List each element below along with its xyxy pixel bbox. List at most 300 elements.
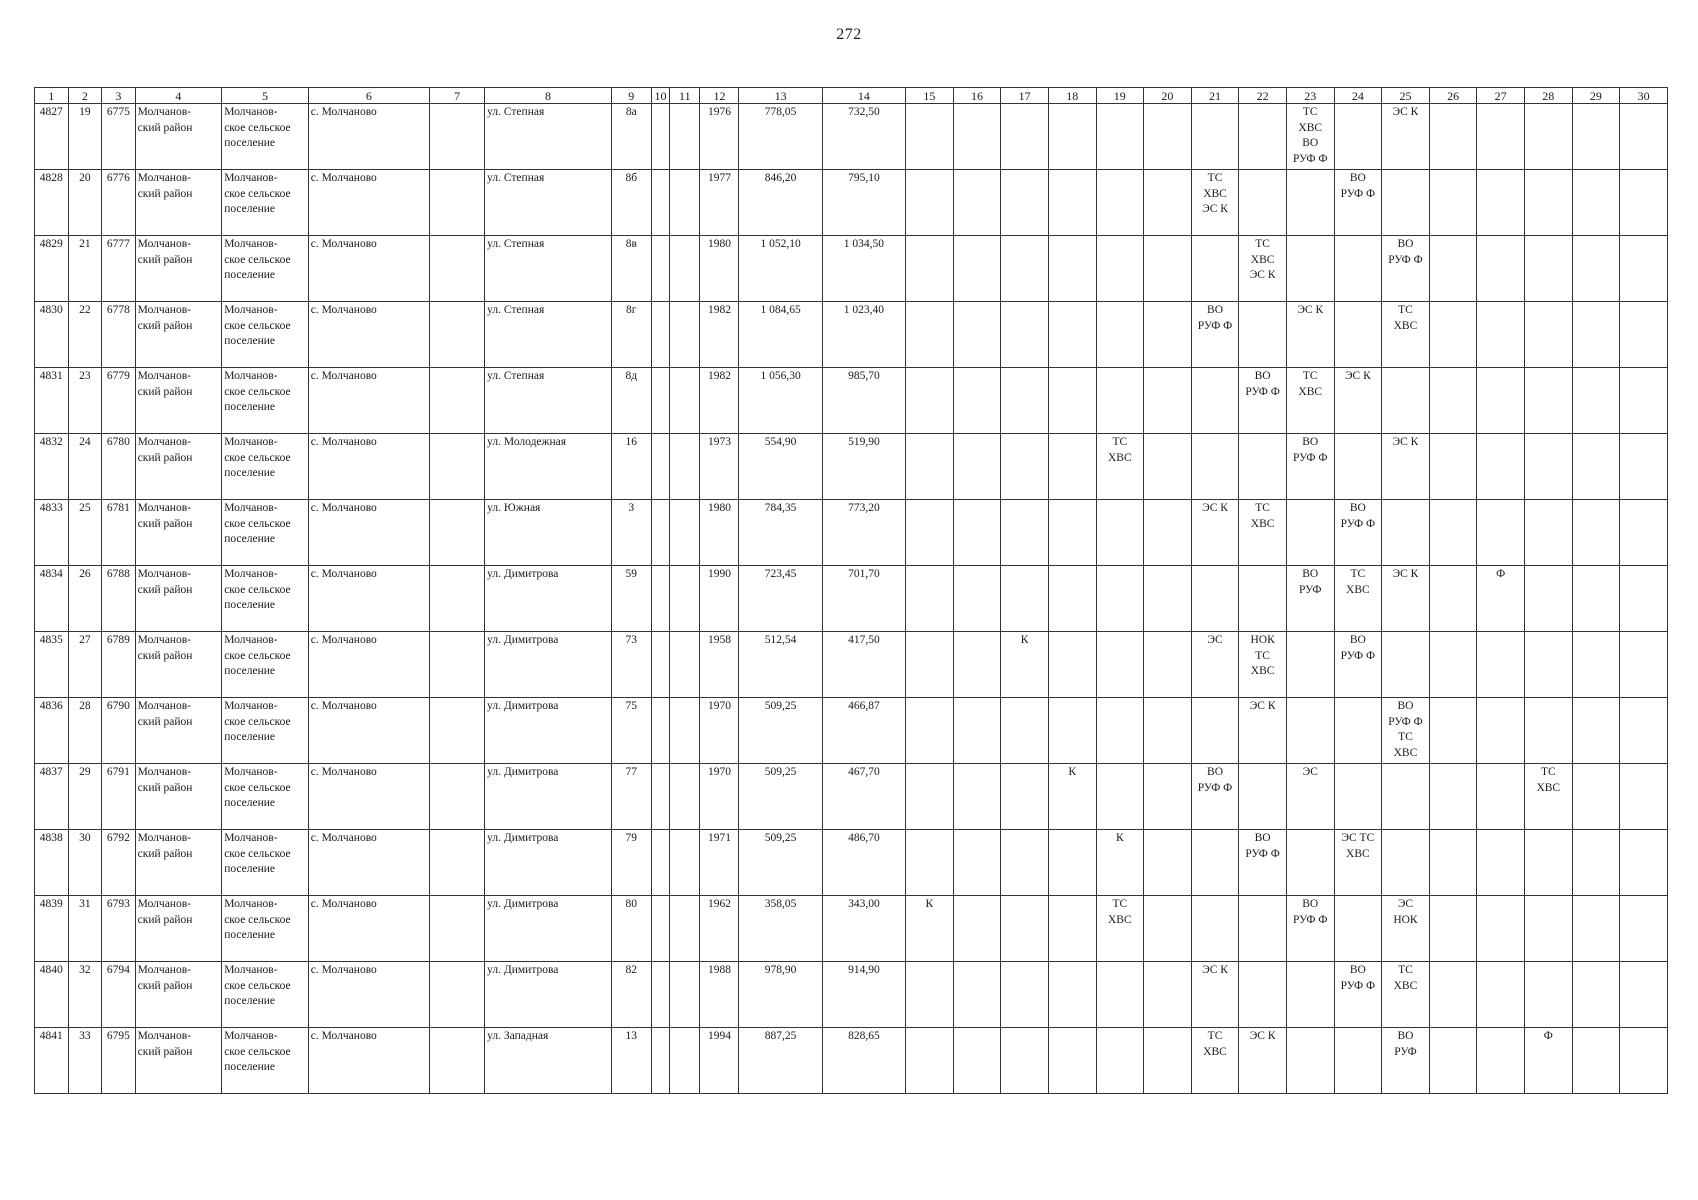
- settlement-cell: Молчанов- ское сельское поселение: [222, 830, 309, 896]
- settlement-cell: Молчанов- ское сельское поселение: [222, 434, 309, 500]
- work-year-cell-16: [953, 764, 1001, 830]
- table-row: [35, 896, 1668, 962]
- column-11-cell: [670, 434, 700, 500]
- locality-cell: с. Молчаново: [308, 302, 429, 368]
- work-year-cell-15: [906, 500, 954, 566]
- work-year-cell-16: [953, 104, 1001, 170]
- work-year-cell-18: [1048, 104, 1096, 170]
- work-type-label: ВО РУФ Ф: [1388, 238, 1423, 266]
- work-year-cell-17: [1001, 236, 1049, 302]
- district-cell: Молчанов- ский район: [135, 764, 222, 830]
- street-cell: ул. Молодежная: [485, 434, 612, 500]
- work-type-label: ТС ХВС: [1536, 766, 1561, 794]
- sequence-number-cell: 28: [68, 698, 102, 764]
- work-year-cell-18: [1048, 632, 1096, 698]
- work-year-cell-21: [1191, 632, 1239, 698]
- column-10-cell: [651, 632, 669, 698]
- work-year-cell-29: [1572, 1028, 1620, 1094]
- column-10-cell: [651, 236, 669, 302]
- sequence-number-cell: 23: [68, 368, 102, 434]
- living-area-cell: 343,00: [822, 896, 905, 962]
- record-number-cell: 4835: [35, 632, 69, 698]
- work-year-cell-20: [1144, 764, 1192, 830]
- district-cell: Молчанов- ский район: [135, 830, 222, 896]
- sequence-number-cell: 31: [68, 896, 102, 962]
- column-header-22: 22: [1239, 88, 1287, 104]
- living-area-cell: 467,70: [822, 764, 905, 830]
- work-year-cell-19: [1096, 170, 1144, 236]
- work-year-cell-16: [953, 434, 1001, 500]
- table-row: [35, 434, 1668, 500]
- work-type-label: ЭС ТС ХВС: [1341, 832, 1375, 860]
- work-type-label: ЭС К: [1249, 700, 1276, 712]
- living-area-cell: 732,50: [822, 104, 905, 170]
- work-type-label: ВО РУФ: [1299, 568, 1322, 596]
- work-year-cell-24: [1334, 962, 1382, 1028]
- work-year-cell-22: [1239, 236, 1287, 302]
- work-year-cell-24: [1334, 632, 1382, 698]
- column-10-cell: [651, 830, 669, 896]
- work-type-label: ЭС К: [1297, 304, 1324, 316]
- work-year-cell-30: [1620, 632, 1668, 698]
- work-year-cell-19: [1096, 962, 1144, 1028]
- sequence-number-cell: 25: [68, 500, 102, 566]
- work-year-cell-16: [953, 830, 1001, 896]
- table-row: [35, 962, 1668, 1028]
- work-year-cell-21: [1191, 236, 1239, 302]
- work-year-cell-28: [1524, 764, 1572, 830]
- work-year-cell-22: [1239, 104, 1287, 170]
- work-year-cell-25: [1382, 236, 1430, 302]
- work-year-cell-26: [1429, 236, 1477, 302]
- column-11-cell: [670, 962, 700, 1028]
- work-type-label: ВО РУФ Ф: [1293, 898, 1328, 926]
- total-area-cell: 554,90: [739, 434, 822, 500]
- column-header-10: 10: [651, 88, 669, 104]
- column-7-cell: [429, 236, 484, 302]
- work-year-cell-22: [1239, 170, 1287, 236]
- work-year-cell-29: [1572, 566, 1620, 632]
- column-header-18: 18: [1048, 88, 1096, 104]
- work-year-cell-21: [1191, 1028, 1239, 1094]
- work-year-cell-15: [906, 764, 954, 830]
- work-year-cell-29: [1572, 500, 1620, 566]
- district-cell: Молчанов- ский район: [135, 566, 222, 632]
- work-year-cell-25: [1382, 764, 1430, 830]
- settlement-cell: Молчанов- ское сельское поселение: [222, 632, 309, 698]
- column-10-cell: [651, 566, 669, 632]
- work-year-cell-25: [1382, 962, 1430, 1028]
- table-row: [35, 566, 1668, 632]
- work-year-cell-22: [1239, 962, 1287, 1028]
- column-header-4: 4: [135, 88, 222, 104]
- work-year-cell-19: [1096, 368, 1144, 434]
- work-year-cell-25: [1382, 368, 1430, 434]
- locality-cell: с. Молчаново: [308, 764, 429, 830]
- work-year-cell-29: [1572, 302, 1620, 368]
- settlement-cell: Молчанов- ское сельское поселение: [222, 962, 309, 1028]
- work-year-cell-19: [1096, 566, 1144, 632]
- object-id-cell: 6793: [102, 896, 136, 962]
- living-area-cell: 773,20: [822, 500, 905, 566]
- work-year-cell-27: [1477, 566, 1525, 632]
- work-year-cell-25: [1382, 896, 1430, 962]
- work-year-cell-22: [1239, 764, 1287, 830]
- living-area-cell: 417,50: [822, 632, 905, 698]
- work-year-cell-18: [1048, 1028, 1096, 1094]
- work-type-label: ВО РУФ Ф ТС ХВС: [1388, 700, 1423, 759]
- living-area-cell: 795,10: [822, 170, 905, 236]
- work-year-cell-25: [1382, 434, 1430, 500]
- record-number-cell: 4831: [35, 368, 69, 434]
- work-year-cell-21: [1191, 566, 1239, 632]
- column-header-20: 20: [1144, 88, 1192, 104]
- work-year-cell-26: [1429, 170, 1477, 236]
- table-row: [35, 170, 1668, 236]
- column-header-27: 27: [1477, 88, 1525, 104]
- work-year-cell-28: [1524, 104, 1572, 170]
- work-year-cell-30: [1620, 500, 1668, 566]
- build-year-cell: 1973: [700, 434, 739, 500]
- locality-cell: с. Молчаново: [308, 500, 429, 566]
- work-type-label: ТС ХВС: [1203, 1030, 1227, 1058]
- work-year-cell-21: [1191, 896, 1239, 962]
- work-year-cell-19: [1096, 698, 1144, 764]
- work-year-cell-30: [1620, 764, 1668, 830]
- living-area-cell: 985,70: [822, 368, 905, 434]
- column-header-2: 2: [68, 88, 102, 104]
- column-header-1: 1: [35, 88, 69, 104]
- work-year-cell-29: [1572, 764, 1620, 830]
- work-type-label: ВО РУФ Ф: [1340, 172, 1376, 200]
- work-year-cell-19: [1096, 104, 1144, 170]
- work-year-cell-21: [1191, 302, 1239, 368]
- total-area-cell: 509,25: [739, 698, 822, 764]
- column-10-cell: [651, 368, 669, 434]
- column-7-cell: [429, 1028, 484, 1094]
- total-area-cell: 509,25: [739, 764, 822, 830]
- page-number: 272: [836, 26, 862, 43]
- object-id-cell: 6781: [102, 500, 136, 566]
- table-row: [35, 302, 1668, 368]
- settlement-cell: Молчанов- ское сельское поселение: [222, 1028, 309, 1094]
- record-number-cell: 4840: [35, 962, 69, 1028]
- work-year-cell-18: [1048, 434, 1096, 500]
- work-year-cell-19: [1096, 302, 1144, 368]
- settlement-cell: Молчанов- ское сельское поселение: [222, 236, 309, 302]
- work-year-cell-30: [1620, 830, 1668, 896]
- work-year-cell-24: [1334, 236, 1382, 302]
- sequence-number-cell: 32: [68, 962, 102, 1028]
- column-7-cell: [429, 434, 484, 500]
- work-year-cell-28: [1524, 1028, 1572, 1094]
- work-year-cell-15: [906, 236, 954, 302]
- column-11-cell: [670, 104, 700, 170]
- column-7-cell: [429, 962, 484, 1028]
- settlement-cell: Молчанов- ское сельское поселение: [222, 104, 309, 170]
- work-type-label: ЭС К: [1344, 370, 1371, 382]
- work-type-label: ТС ХВС: [1346, 568, 1370, 596]
- work-year-cell-28: [1524, 698, 1572, 764]
- living-area-cell: 1 034,50: [822, 236, 905, 302]
- work-year-cell-23: [1286, 1028, 1334, 1094]
- work-year-cell-26: [1429, 632, 1477, 698]
- work-year-cell-20: [1144, 170, 1192, 236]
- work-year-cell-30: [1620, 698, 1668, 764]
- column-header-21: 21: [1191, 88, 1239, 104]
- column-header-5: 5: [222, 88, 309, 104]
- work-year-cell-23: [1286, 698, 1334, 764]
- work-type-label: Ф: [1496, 568, 1506, 580]
- sequence-number-cell: 29: [68, 764, 102, 830]
- work-year-cell-16: [953, 302, 1001, 368]
- column-11-cell: [670, 236, 700, 302]
- work-year-cell-26: [1429, 962, 1477, 1028]
- work-year-cell-28: [1524, 896, 1572, 962]
- work-year-cell-21: [1191, 698, 1239, 764]
- work-year-cell-21: [1191, 962, 1239, 1028]
- work-year-cell-27: [1477, 764, 1525, 830]
- build-year-cell: 1990: [700, 566, 739, 632]
- column-10-cell: [651, 698, 669, 764]
- house-number-cell: 80: [611, 896, 651, 962]
- sequence-number-cell: 33: [68, 1028, 102, 1094]
- work-year-cell-26: [1429, 302, 1477, 368]
- work-type-label: ЭС К: [1392, 568, 1419, 580]
- total-area-cell: 1 052,10: [739, 236, 822, 302]
- column-header-11: 11: [670, 88, 700, 104]
- column-7-cell: [429, 632, 484, 698]
- work-year-cell-27: [1477, 104, 1525, 170]
- object-id-cell: 6791: [102, 764, 136, 830]
- work-year-cell-30: [1620, 566, 1668, 632]
- district-cell: Молчанов- ский район: [135, 1028, 222, 1094]
- work-year-cell-30: [1620, 962, 1668, 1028]
- work-type-label: ЭС: [1302, 766, 1318, 778]
- district-cell: Молчанов- ский район: [135, 896, 222, 962]
- record-number-cell: 4834: [35, 566, 69, 632]
- work-year-cell-18: [1048, 368, 1096, 434]
- work-year-cell-30: [1620, 896, 1668, 962]
- work-year-cell-23: [1286, 302, 1334, 368]
- build-year-cell: 1976: [700, 104, 739, 170]
- column-header-13: 13: [739, 88, 822, 104]
- work-year-cell-18: [1048, 764, 1096, 830]
- work-year-cell-18: [1048, 236, 1096, 302]
- locality-cell: с. Молчаново: [308, 434, 429, 500]
- work-year-cell-17: [1001, 104, 1049, 170]
- table-row: [35, 368, 1668, 434]
- work-year-cell-16: [953, 170, 1001, 236]
- work-year-cell-16: [953, 698, 1001, 764]
- work-year-cell-23: [1286, 236, 1334, 302]
- work-type-label: ТС ХВС: [1107, 436, 1132, 464]
- object-id-cell: 6795: [102, 1028, 136, 1094]
- work-year-cell-24: [1334, 896, 1382, 962]
- work-year-cell-24: [1334, 104, 1382, 170]
- work-year-cell-17: [1001, 566, 1049, 632]
- work-year-cell-24: [1334, 170, 1382, 236]
- work-year-cell-25: [1382, 698, 1430, 764]
- work-year-cell-19: [1096, 236, 1144, 302]
- column-header-14: 14: [822, 88, 905, 104]
- work-type-label: ТС ХВС: [1298, 370, 1323, 398]
- sequence-number-cell: 24: [68, 434, 102, 500]
- object-id-cell: 6789: [102, 632, 136, 698]
- total-area-cell: 512,54: [739, 632, 822, 698]
- column-7-cell: [429, 896, 484, 962]
- settlement-cell: Молчанов- ское сельское поселение: [222, 500, 309, 566]
- build-year-cell: 1970: [700, 764, 739, 830]
- locality-cell: с. Молчаново: [308, 368, 429, 434]
- work-type-label: ВО РУФ Ф: [1340, 502, 1376, 530]
- work-year-cell-25: [1382, 500, 1430, 566]
- work-year-cell-30: [1620, 1028, 1668, 1094]
- work-type-label: К: [1115, 832, 1124, 844]
- build-year-cell: 1971: [700, 830, 739, 896]
- street-cell: ул. Степная: [485, 104, 612, 170]
- work-type-label: К: [1020, 634, 1029, 646]
- build-year-cell: 1980: [700, 500, 739, 566]
- work-year-cell-17: [1001, 368, 1049, 434]
- work-year-cell-28: [1524, 830, 1572, 896]
- work-year-cell-20: [1144, 698, 1192, 764]
- column-10-cell: [651, 896, 669, 962]
- column-7-cell: [429, 698, 484, 764]
- district-cell: Молчанов- ский район: [135, 368, 222, 434]
- work-type-label: ЭС: [1207, 634, 1223, 646]
- district-cell: Молчанов- ский район: [135, 302, 222, 368]
- work-year-cell-27: [1477, 830, 1525, 896]
- work-year-cell-22: [1239, 566, 1287, 632]
- locality-cell: с. Молчаново: [308, 698, 429, 764]
- street-cell: ул. Степная: [485, 368, 612, 434]
- work-type-label: ТС ХВС: [1107, 898, 1132, 926]
- sequence-number-cell: 20: [68, 170, 102, 236]
- work-year-cell-20: [1144, 632, 1192, 698]
- column-11-cell: [670, 830, 700, 896]
- locality-cell: с. Молчаново: [308, 1028, 429, 1094]
- locality-cell: с. Молчаново: [308, 236, 429, 302]
- work-year-cell-21: [1191, 434, 1239, 500]
- object-id-cell: 6777: [102, 236, 136, 302]
- district-cell: Молчанов- ский район: [135, 500, 222, 566]
- work-year-cell-29: [1572, 368, 1620, 434]
- living-area-cell: 828,65: [822, 1028, 905, 1094]
- work-year-cell-18: [1048, 698, 1096, 764]
- street-cell: ул. Димитрова: [485, 830, 612, 896]
- work-year-cell-23: [1286, 170, 1334, 236]
- work-year-cell-20: [1144, 236, 1192, 302]
- house-number-cell: 82: [611, 962, 651, 1028]
- work-year-cell-23: [1286, 434, 1334, 500]
- work-type-label: ЭС К: [1392, 436, 1419, 448]
- work-year-cell-30: [1620, 302, 1668, 368]
- work-year-cell-19: [1096, 434, 1144, 500]
- work-year-cell-25: [1382, 1028, 1430, 1094]
- work-type-label: ВО РУФ Ф: [1293, 436, 1328, 464]
- street-cell: ул. Димитрова: [485, 764, 612, 830]
- column-header-6: 6: [308, 88, 429, 104]
- work-year-cell-28: [1524, 170, 1572, 236]
- work-year-cell-30: [1620, 170, 1668, 236]
- work-type-label: ТС ХВС ЭС К: [1249, 238, 1276, 281]
- table-row: [35, 632, 1668, 698]
- work-year-cell-15: [906, 566, 954, 632]
- street-cell: ул. Западная: [485, 1028, 612, 1094]
- object-id-cell: 6794: [102, 962, 136, 1028]
- work-year-cell-15: [906, 962, 954, 1028]
- record-number-cell: 4841: [35, 1028, 69, 1094]
- work-year-cell-15: [906, 698, 954, 764]
- work-year-cell-28: [1524, 962, 1572, 1028]
- house-number-cell: 8г: [611, 302, 651, 368]
- work-year-cell-23: [1286, 104, 1334, 170]
- column-header-28: 28: [1524, 88, 1572, 104]
- sequence-number-cell: 30: [68, 830, 102, 896]
- work-year-cell-17: [1001, 500, 1049, 566]
- work-year-cell-26: [1429, 764, 1477, 830]
- column-header-19: 19: [1096, 88, 1144, 104]
- work-year-cell-29: [1572, 170, 1620, 236]
- work-year-cell-15: [906, 1028, 954, 1094]
- work-year-cell-24: [1334, 698, 1382, 764]
- house-number-cell: 16: [611, 434, 651, 500]
- record-number-cell: 4838: [35, 830, 69, 896]
- total-area-cell: 846,20: [739, 170, 822, 236]
- build-year-cell: 1962: [700, 896, 739, 962]
- work-type-label: ВО РУФ Ф: [1340, 634, 1376, 662]
- work-year-cell-26: [1429, 1028, 1477, 1094]
- record-number-cell: 4837: [35, 764, 69, 830]
- work-year-cell-21: [1191, 764, 1239, 830]
- work-year-cell-18: [1048, 566, 1096, 632]
- work-type-label: ТС ХВС: [1393, 964, 1418, 992]
- work-year-cell-17: [1001, 302, 1049, 368]
- work-year-cell-26: [1429, 368, 1477, 434]
- work-year-cell-27: [1477, 1028, 1525, 1094]
- column-header-26: 26: [1429, 88, 1477, 104]
- build-year-cell: 1977: [700, 170, 739, 236]
- work-year-cell-20: [1144, 896, 1192, 962]
- work-year-cell-30: [1620, 104, 1668, 170]
- work-year-cell-25: [1382, 632, 1430, 698]
- table-body: [35, 104, 1668, 1094]
- work-year-cell-23: [1286, 764, 1334, 830]
- work-year-cell-23: [1286, 896, 1334, 962]
- column-number-row: [35, 88, 1668, 104]
- work-year-cell-16: [953, 896, 1001, 962]
- column-11-cell: [670, 1028, 700, 1094]
- work-year-cell-24: [1334, 302, 1382, 368]
- work-year-cell-22: [1239, 830, 1287, 896]
- work-type-label: ВО РУФ Ф: [1197, 304, 1233, 332]
- street-cell: ул. Димитрова: [485, 632, 612, 698]
- work-year-cell-16: [953, 1028, 1001, 1094]
- column-10-cell: [651, 104, 669, 170]
- total-area-cell: 1 056,30: [739, 368, 822, 434]
- work-year-cell-20: [1144, 830, 1192, 896]
- work-year-cell-26: [1429, 434, 1477, 500]
- work-year-cell-19: [1096, 1028, 1144, 1094]
- table-row: [35, 500, 1668, 566]
- record-number-cell: 4830: [35, 302, 69, 368]
- object-id-cell: 6788: [102, 566, 136, 632]
- work-year-cell-28: [1524, 236, 1572, 302]
- sequence-number-cell: 21: [68, 236, 102, 302]
- work-year-cell-21: [1191, 104, 1239, 170]
- table-row: [35, 830, 1668, 896]
